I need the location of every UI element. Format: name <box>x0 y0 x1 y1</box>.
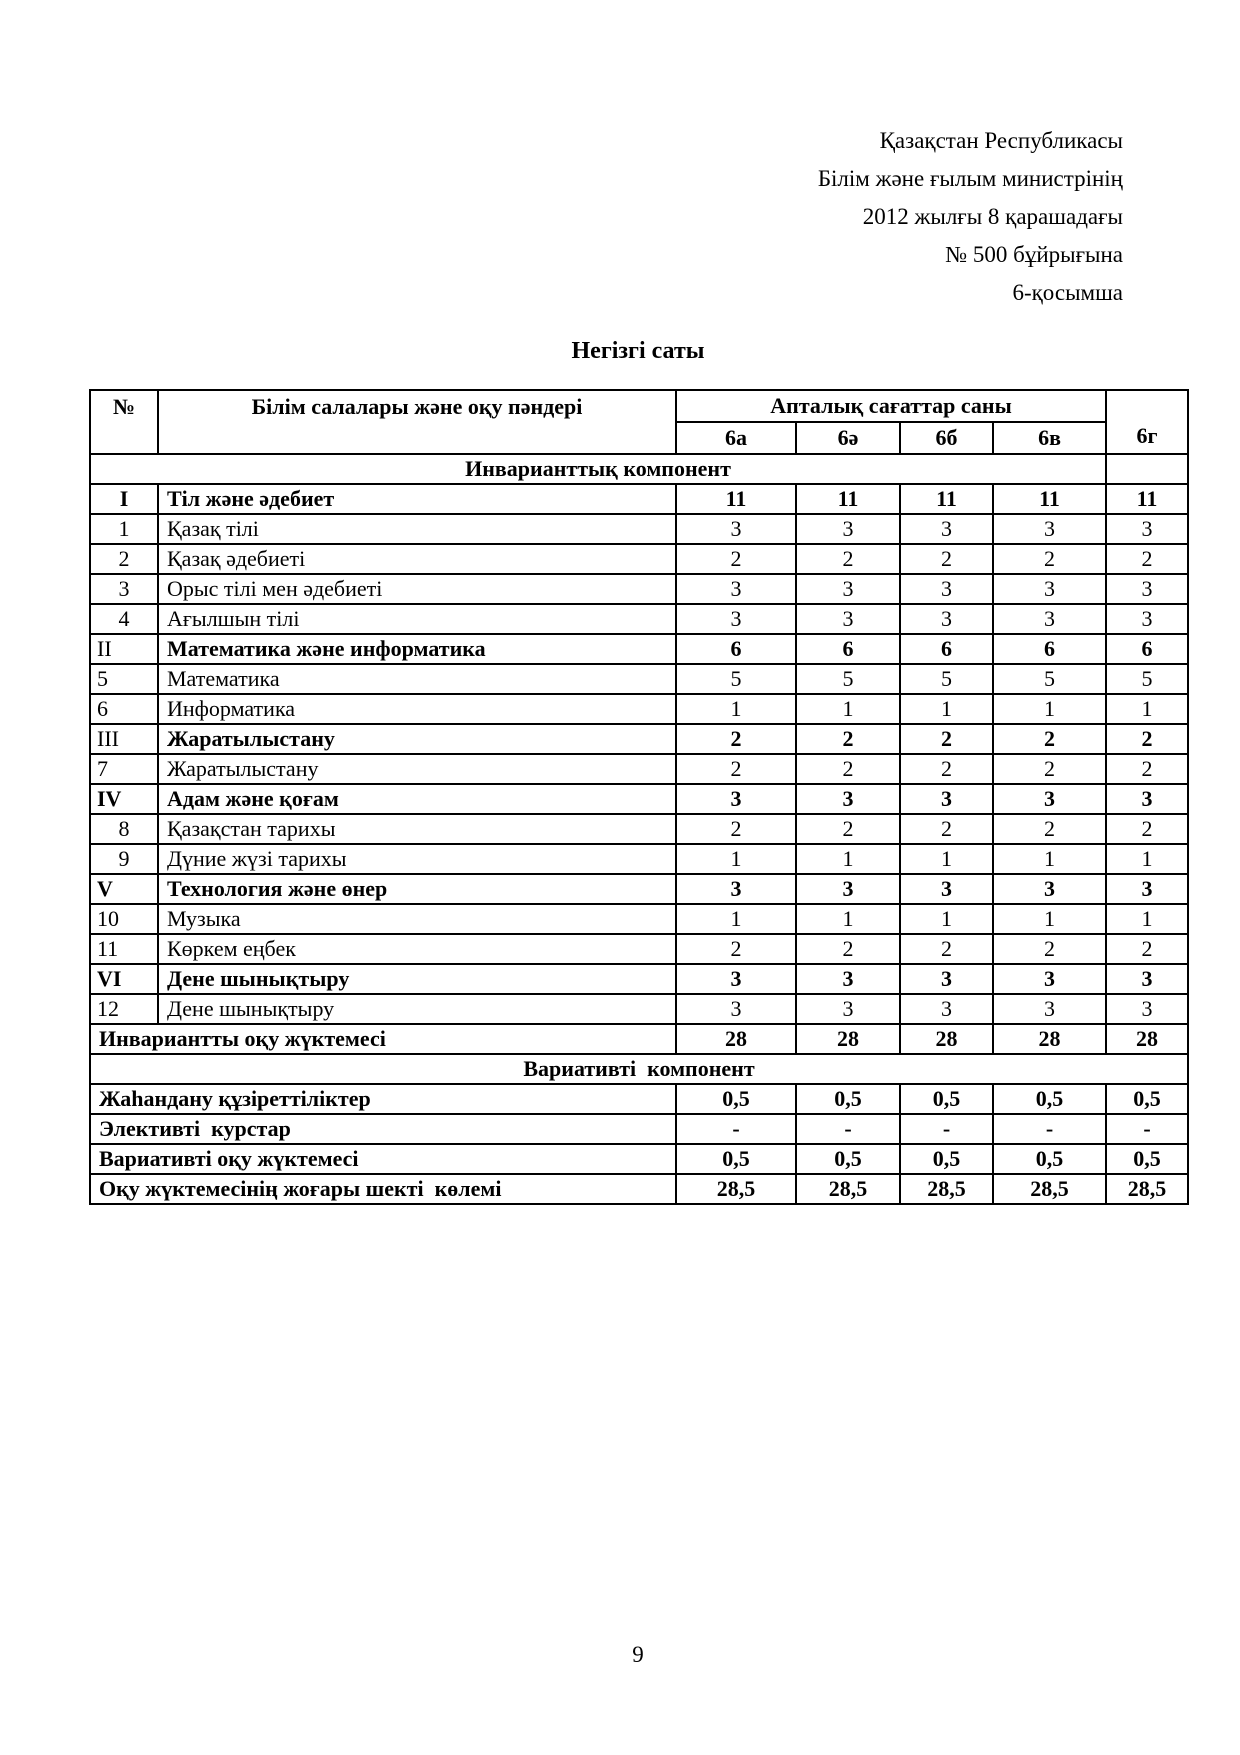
hours-cell: 2 <box>993 814 1106 844</box>
row-number-cell: 10 <box>90 904 158 934</box>
hours-cell: 3 <box>796 964 900 994</box>
subject-cell: Технология және өнер <box>158 874 676 904</box>
hours-cell: 2 <box>900 754 993 784</box>
page-title: Негізгі саты <box>571 338 705 364</box>
row-number-cell: 6 <box>90 694 158 724</box>
row-number-cell: 9 <box>90 844 158 874</box>
hours-cell: 28,5 <box>900 1174 993 1204</box>
hours-cell: 28 <box>1106 1024 1188 1054</box>
hours-cell: 3 <box>1106 964 1188 994</box>
subject-cell: Көркем еңбек <box>158 934 676 964</box>
hours-cell: 2 <box>993 754 1106 784</box>
subject-cell: Жаратылыстану <box>158 724 676 754</box>
subject-cell: Математика <box>158 664 676 694</box>
hours-cell: 2 <box>796 814 900 844</box>
hours-cell: 1 <box>993 844 1106 874</box>
table-body <box>90 454 1188 1204</box>
hours-cell: 1 <box>796 904 900 934</box>
hours-cell: 2 <box>1106 754 1188 784</box>
subject-cell: Жаратылыстану <box>158 754 676 784</box>
hours-cell: 1 <box>1106 694 1188 724</box>
hours-cell: 5 <box>993 664 1106 694</box>
section-gap-cell <box>1106 454 1188 484</box>
hours-cell: 0,5 <box>993 1084 1106 1114</box>
hours-cell: 3 <box>1106 604 1188 634</box>
row-number-cell: 12 <box>90 994 158 1024</box>
hours-cell: 3 <box>1106 874 1188 904</box>
column-header-class-6a: 6а <box>676 422 796 454</box>
row-number-cell: VI <box>90 964 158 994</box>
hours-cell: 0,5 <box>796 1084 900 1114</box>
hours-cell: 6 <box>676 634 796 664</box>
subject-cell: Дүние жүзі тарихы <box>158 844 676 874</box>
hours-cell: 3 <box>676 574 796 604</box>
hours-cell: 2 <box>1106 934 1188 964</box>
hours-cell: 3 <box>676 604 796 634</box>
hours-cell: 2 <box>676 814 796 844</box>
hours-cell: 2 <box>900 814 993 844</box>
hours-cell: 3 <box>900 514 993 544</box>
subject-cell: Информатика <box>158 694 676 724</box>
hours-cell: 28 <box>900 1024 993 1054</box>
hours-cell: 2 <box>900 724 993 754</box>
section-header-invariant: Инварианттық компонент <box>90 454 1106 484</box>
hours-cell: 0,5 <box>900 1084 993 1114</box>
hours-cell: 3 <box>993 784 1106 814</box>
hours-cell: 2 <box>796 934 900 964</box>
row-number-cell: 1 <box>90 514 158 544</box>
row-number-cell: I <box>90 484 158 514</box>
hours-cell: 3 <box>993 994 1106 1024</box>
row-number-cell: 2 <box>90 544 158 574</box>
hours-cell: 3 <box>900 994 993 1024</box>
hours-cell: 28,5 <box>993 1174 1106 1204</box>
order-reference-line-4: № 500 бұйрығына <box>945 242 1123 267</box>
hours-cell: 11 <box>796 484 900 514</box>
order-reference-line-2: Білім және ғылым министрінің <box>817 166 1123 191</box>
hours-cell: 28,5 <box>796 1174 900 1204</box>
hours-cell: 5 <box>796 664 900 694</box>
hours-cell: 2 <box>900 544 993 574</box>
hours-cell: 2 <box>900 934 993 964</box>
hours-cell: - <box>900 1114 993 1144</box>
row-number-cell: 4 <box>90 604 158 634</box>
row-number-cell: V <box>90 874 158 904</box>
column-header-subjects: Білім салалары және оқу пәндері <box>158 390 676 454</box>
column-header-number: № <box>90 390 158 454</box>
order-reference-block <box>89 0 1187 312</box>
hours-cell: 3 <box>676 994 796 1024</box>
hours-cell: 3 <box>900 574 993 604</box>
hours-cell: 1 <box>676 844 796 874</box>
document-content <box>89 0 1187 1668</box>
hours-cell: 1 <box>900 694 993 724</box>
hours-cell: 2 <box>676 754 796 784</box>
row-number-cell: 7 <box>90 754 158 784</box>
hours-cell: 0,5 <box>1106 1144 1188 1174</box>
hours-cell: 5 <box>676 664 796 694</box>
row-number-cell: 5 <box>90 664 158 694</box>
row-number-cell: III <box>90 724 158 754</box>
subject-cell: Дене шынықтыру <box>158 964 676 994</box>
hours-cell: 1 <box>900 844 993 874</box>
hours-cell: 11 <box>993 484 1106 514</box>
subject-cell: Қазақ тілі <box>158 514 676 544</box>
hours-cell: 11 <box>1106 484 1188 514</box>
subject-cell: Адам және қоғам <box>158 784 676 814</box>
hours-cell: 3 <box>900 604 993 634</box>
row-number-cell: 11 <box>90 934 158 964</box>
column-header-weekly-hours: Апталық сағаттар саны <box>676 390 1106 422</box>
subject-cell: Математика және информатика <box>158 634 676 664</box>
hours-cell: 3 <box>1106 784 1188 814</box>
hours-cell: 1 <box>676 904 796 934</box>
hours-cell: 2 <box>676 724 796 754</box>
hours-cell: 3 <box>900 964 993 994</box>
subject-cell: Дене шынықтыру <box>158 994 676 1024</box>
hours-cell: 2 <box>1106 724 1188 754</box>
hours-cell: 3 <box>796 514 900 544</box>
hours-cell: 3 <box>993 874 1106 904</box>
hours-cell: 2 <box>993 724 1106 754</box>
curriculum-table <box>89 389 1189 1205</box>
hours-cell: 1 <box>1106 844 1188 874</box>
hours-cell: 28,5 <box>1106 1174 1188 1204</box>
order-reference-line-5: 6-қосымша <box>1012 280 1123 305</box>
column-header-class-6v: 6в <box>993 422 1106 454</box>
hours-cell: 3 <box>676 514 796 544</box>
subject-cell: Орыс тілі мен әдебиеті <box>158 574 676 604</box>
hours-cell: 11 <box>900 484 993 514</box>
hours-cell: 5 <box>900 664 993 694</box>
hours-cell: 6 <box>900 634 993 664</box>
hours-cell: 3 <box>796 994 900 1024</box>
row-number-cell: 3 <box>90 574 158 604</box>
hours-cell: 2 <box>676 934 796 964</box>
hours-cell: - <box>676 1114 796 1144</box>
hours-cell: 1 <box>900 904 993 934</box>
hours-cell: 3 <box>676 874 796 904</box>
hours-cell: 3 <box>993 604 1106 634</box>
total-label-cell: Инвариантты оқу жүктемесі <box>90 1024 676 1054</box>
hours-cell: 3 <box>796 574 900 604</box>
hours-cell: 1 <box>993 904 1106 934</box>
subject-cell: Қазақ әдебиеті <box>158 544 676 574</box>
hours-cell: 28,5 <box>676 1174 796 1204</box>
total-label-cell: Оқу жүктемесінің жоғары шекті көлемі <box>90 1174 676 1204</box>
hours-cell: 0,5 <box>676 1144 796 1174</box>
hours-cell: 0,5 <box>1106 1084 1188 1114</box>
hours-cell: 28 <box>993 1024 1106 1054</box>
table-header <box>90 390 1188 454</box>
hours-cell: 5 <box>1106 664 1188 694</box>
hours-cell: 0,5 <box>796 1144 900 1174</box>
hours-cell: - <box>993 1114 1106 1144</box>
hours-cell: 3 <box>1106 574 1188 604</box>
hours-cell: 3 <box>900 874 993 904</box>
hours-cell: 1 <box>796 844 900 874</box>
hours-cell: 0,5 <box>993 1144 1106 1174</box>
total-label-cell: Элективті курстар <box>90 1114 676 1144</box>
hours-cell: 3 <box>1106 994 1188 1024</box>
column-header-class-6a2: 6ә <box>796 422 900 454</box>
hours-cell: 3 <box>796 784 900 814</box>
hours-cell: 6 <box>1106 634 1188 664</box>
hours-cell: 1 <box>1106 904 1188 934</box>
hours-cell: 1 <box>993 694 1106 724</box>
hours-cell: 2 <box>993 544 1106 574</box>
hours-cell: 0,5 <box>676 1084 796 1114</box>
section-header-variative: Вариативті компонент <box>90 1054 1188 1084</box>
row-number-cell: 8 <box>90 814 158 844</box>
hours-cell: 3 <box>676 784 796 814</box>
hours-cell: 2 <box>993 934 1106 964</box>
total-label-cell: Вариативті оқу жүктемесі <box>90 1144 676 1174</box>
hours-cell: 3 <box>676 964 796 994</box>
order-reference-line-1: Қазақстан Республикасы <box>879 128 1123 153</box>
order-reference-line-3: 2012 жылғы 8 қарашадағы <box>862 204 1123 229</box>
page-number: 9 <box>632 1642 644 1667</box>
hours-cell: 2 <box>796 544 900 574</box>
subject-cell: Ағылшын тілі <box>158 604 676 634</box>
hours-cell: 2 <box>796 754 900 784</box>
hours-cell: 1 <box>676 694 796 724</box>
hours-cell: 1 <box>796 694 900 724</box>
column-header-class-6g: 6г <box>1106 390 1188 454</box>
hours-cell: - <box>796 1114 900 1144</box>
hours-cell: 3 <box>1106 514 1188 544</box>
hours-cell: 3 <box>993 574 1106 604</box>
hours-cell: 0,5 <box>900 1144 993 1174</box>
row-number-cell: II <box>90 634 158 664</box>
hours-cell: 28 <box>676 1024 796 1054</box>
hours-cell: 2 <box>1106 544 1188 574</box>
hours-cell: 3 <box>900 784 993 814</box>
column-header-class-6b: 6б <box>900 422 993 454</box>
subject-cell: Тіл және әдебиет <box>158 484 676 514</box>
hours-cell: - <box>1106 1114 1188 1144</box>
row-number-cell: IV <box>90 784 158 814</box>
hours-cell: 2 <box>796 724 900 754</box>
hours-cell: 3 <box>993 964 1106 994</box>
hours-cell: 28 <box>796 1024 900 1054</box>
hours-cell: 3 <box>993 514 1106 544</box>
hours-cell: 3 <box>796 874 900 904</box>
hours-cell: 6 <box>993 634 1106 664</box>
hours-cell: 6 <box>796 634 900 664</box>
subject-cell: Музыка <box>158 904 676 934</box>
hours-cell: 11 <box>676 484 796 514</box>
hours-cell: 2 <box>1106 814 1188 844</box>
hours-cell: 3 <box>796 604 900 634</box>
total-label-cell: Жаһандану құзіреттіліктер <box>90 1084 676 1114</box>
subject-cell: Қазақстан тарихы <box>158 814 676 844</box>
hours-cell: 2 <box>676 544 796 574</box>
